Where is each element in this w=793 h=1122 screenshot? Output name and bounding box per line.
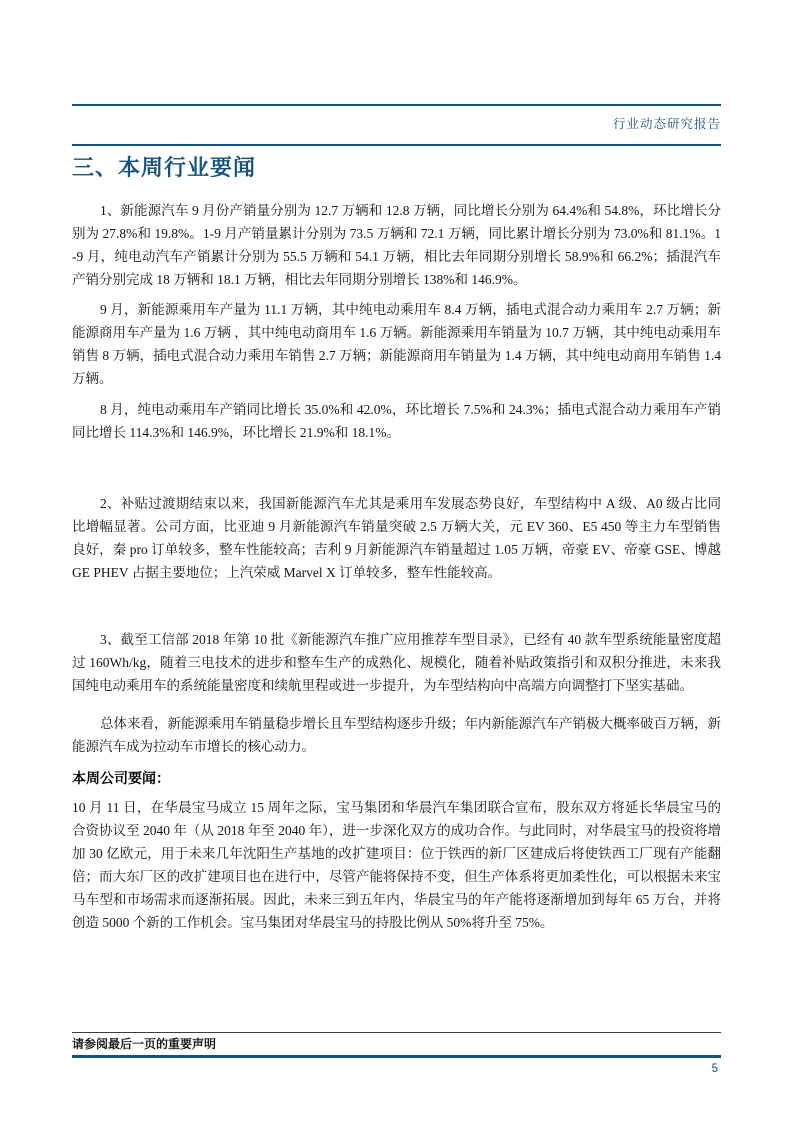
industry-news-paragraph-4: 2、补贴过渡期结束以来，我国新能源汽车尤其是乘用车发展态势良好，车型结构中 A 级、A0 级占比同比增幅显著。公司方面，比亚迪 9 月新能源汽车销量突破 2.5 万辆大关，元 EV 360、E5 450 等主力车型销售良好，秦 pro 订单较多，整车性能较高；吉利 9 月新能源汽车销量超过 1.05 万辆，帝豪 EV、帝豪 GSE、博越 GE PHEV 占据主要地位；上汽荣威 Marvel X 订单较多，整车性能较高。	[72, 496, 721, 580]
industry-news-paragraph-5: 3、截至工信部 2018 年第 10 批《新能源汽车推广应用推荐车型目录》，已经有 40 款车型系统能量密度超过 160Wh/kg，随着三电技术的进步和整车生产的成熟化、规模化，随着补贴政策指引和双积分推进，未来我国纯电动乘用车的系统能量密度和续航里程或进一步提升，为车型结构向中高端方向调整打下坚实基础。	[72, 632, 721, 693]
header-rule-top	[72, 104, 721, 106]
footer-disclaimer-band	[72, 1032, 721, 1058]
industry-news-paragraph-1: 1、新能源汽车 9 月份产销量分别为 12.7 万辆和 12.8 万辆，同比增长分别为 64.4%和 54.8%，环比增长分别为 27.8%和 19.8%。1-9 月产销量累计分别为 73.5 万辆和 72.1 万辆，同比累计增长分别为 73.0%和 81.1%。1-9 月，纯电动汽车产销累计分别为 55.5 万辆和 54.1 万辆，相比去年同期分别增长 58.9%和 66.2%；插混汽车产销分别完成 18 万辆和 18.1 万辆，相比去年同期分别增长 138%和 146.9%。	[72, 203, 721, 287]
company-news-heading: 本周公司要闻：	[72, 770, 170, 786]
page-number: 5	[711, 1063, 718, 1075]
industry-news-paragraph-2: 9 月，新能源乘用车产量为 11.1 万辆，其中纯电动乘用车 8.4 万辆，插电式混合动力乘用车 2.7 万辆；新能源商用车产量为 1.6 万辆 ，其中纯电动商用车 1.6 万辆。新能源乘用车销量为 10.7 万辆，其中纯电动乘用车销售 8 万辆，插电式混合动力乘用车销售 2.7 万辆；新能源商用车销量为 1.4 万辆，其中纯电动商用车销售 1.4 万辆。	[72, 302, 721, 386]
footer-disclaimer: 请参阅最后一页的重要声明	[72, 1037, 217, 1051]
page-footer	[72, 1032, 721, 1076]
industry-news-paragraph-3: 8 月，纯电动乘用车产销同比增长 35.0%和 42.0%，环比增长 7.5%和 24.3%；插电式混合动力乘用车产销同比增长 114.3%和 146.9%，环比增长 21.9%和 18.1%。	[72, 402, 721, 440]
company-news-paragraph-1: 10 月 11 日，在华晨宝马成立 15 周年之际，宝马集团和华晨汽车集团联合宣布，股东双方将延长华晨宝马的合资协议至 2040 年（从 2018 年至 2040 年），进一步深化双方的成功合作。与此同时，对华晨宝马的投资将增加 30 亿欧元，用于未来几年沈阳生产基地的改扩建项目：位于铁西的新厂区建成后将使铁西工厂现有产能翻倍；而大东厂区的改扩建项目也在进行中，尽管产能将保持不变，但生产体系将更加柔性化，可以根据未来宝马车型和市场需求而逐渐拓展。因此，未来三到五年内，华晨宝马的年产能将逐渐增加到每年 65 万台，并将创造 5000 个新的工作机会。宝马集团对华晨宝马的持股比例从 50%将升至 75%。	[72, 800, 721, 930]
header-rule-bottom	[72, 144, 721, 146]
report-body	[72, 199, 721, 934]
industry-news-paragraph-6: 总体来看，新能源乘用车销量稳步增长且车型结构逐步升级；年内新能源汽车产销极大概率破百万辆，新能源汽车成为拉动车市增长的核心动力。	[72, 716, 721, 754]
section-title: 三、本周行业要闻	[72, 155, 257, 180]
header-report-type: 行业动态研究报告	[612, 117, 721, 131]
